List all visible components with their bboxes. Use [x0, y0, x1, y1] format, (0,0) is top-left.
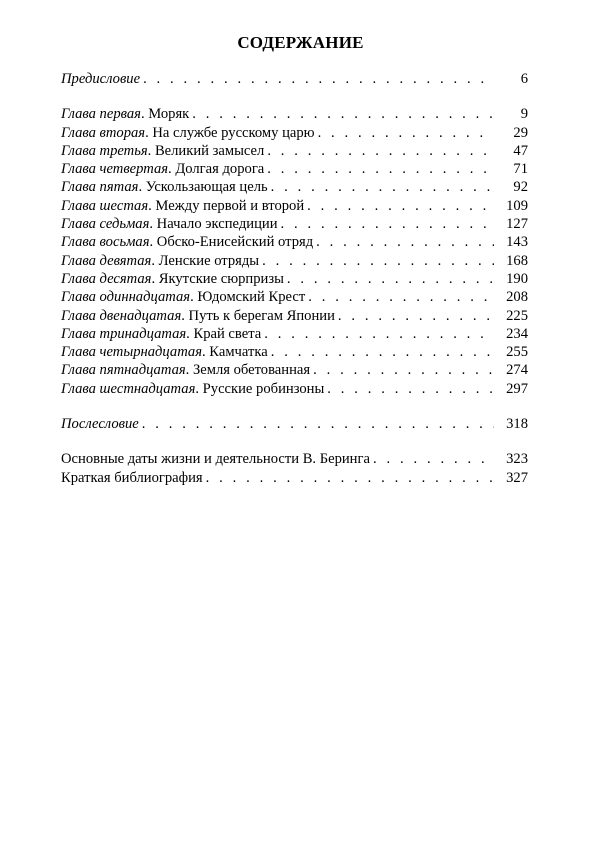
- toc-page-number: 6: [520, 71, 528, 87]
- toc-entry-title: . Путь к берегам Японии: [181, 307, 335, 324]
- toc-page-number: 109: [506, 197, 528, 214]
- dot-leader: [327, 380, 494, 398]
- dot-leader: [338, 307, 494, 325]
- dot-leader: [267, 142, 494, 160]
- page-title: СОДЕРЖАНИЕ: [237, 33, 364, 52]
- toc-entry-label: [61, 215, 278, 233]
- toc-entry-preface[interactable]: [61, 70, 528, 88]
- toc-entry-prefix: Глава шестнадцатая: [61, 380, 196, 397]
- toc-entry-prefix: Глава первая: [61, 106, 141, 123]
- toc-entry-prefix: Предисловие: [61, 71, 141, 87]
- toc-entry-chapter[interactable]: [61, 288, 528, 306]
- toc-entry-title: . Камчатка: [202, 344, 268, 361]
- toc-entry-title: Краткая библиография: [61, 469, 203, 486]
- toc-entry-prefix: Глава пятнадцатая: [61, 362, 186, 379]
- toc-entry-title: . Русские робинзоны: [195, 380, 325, 397]
- toc-page-number: 255: [506, 344, 528, 361]
- toc-entry-label: [61, 380, 324, 398]
- toc-entry-title: . Моряк: [140, 106, 190, 123]
- toc-entry-appendix[interactable]: [61, 450, 528, 468]
- toc-entry-chapter[interactable]: [61, 325, 528, 343]
- toc-entry-chapter[interactable]: [61, 142, 528, 160]
- toc-entry-title: . Начало экспедиции: [149, 216, 278, 233]
- toc-entry-prefix: Глава одиннадцатая: [61, 289, 191, 306]
- toc-entry-label: [61, 252, 259, 270]
- toc-entry-prefix: Глава шестая: [61, 197, 149, 214]
- toc-entry-chapter[interactable]: [61, 270, 528, 288]
- toc-entry-title: . Обско-Енисейский отряд: [149, 234, 314, 251]
- toc-page-number: 234: [506, 325, 528, 342]
- toc-page-number: 297: [506, 380, 528, 397]
- toc-entry-title: . Край света: [186, 325, 262, 342]
- toc-entry-title: Основные даты жизни и деятельности В. Беринга: [61, 451, 370, 468]
- toc-entry-chapter[interactable]: [61, 178, 528, 196]
- toc-entry-prefix: Глава пятая: [61, 179, 139, 196]
- toc-entry-title: . Между первой и второй: [148, 197, 305, 214]
- toc-entry-title: . Юдомский Крест: [190, 289, 306, 306]
- toc-entry-title: . Ленские отряды: [151, 252, 260, 269]
- dot-leader: [271, 178, 494, 196]
- toc-page-number: 274: [506, 362, 528, 379]
- toc-entry-prefix: Глава двенадцатая: [61, 307, 182, 324]
- dot-leader: [143, 70, 494, 88]
- toc-entry-label: [61, 124, 315, 142]
- dot-leader: [287, 270, 494, 288]
- toc-page-number: 327: [506, 469, 528, 486]
- toc-entry-title: . Долгая дорога: [168, 161, 265, 178]
- section-gap: [61, 433, 528, 450]
- dot-leader: [308, 288, 494, 306]
- toc-entry-prefix: Глава седьмая: [61, 216, 150, 233]
- toc-entry-afterword[interactable]: [61, 415, 528, 433]
- toc-entry-prefix: Глава десятая: [61, 270, 152, 287]
- toc-entry-chapter[interactable]: [61, 361, 528, 379]
- toc-page-number: 225: [506, 307, 528, 324]
- toc-entry-prefix: Глава вторая: [61, 124, 146, 141]
- toc-entry-chapter[interactable]: [61, 124, 528, 142]
- toc-entry-title: . Великий замысел: [147, 142, 265, 159]
- toc-page-number: 143: [506, 234, 528, 251]
- appendix-list: [61, 450, 528, 487]
- toc-entry-chapter[interactable]: [61, 215, 528, 233]
- toc-entry-prefix: Глава девятая: [61, 252, 152, 269]
- toc-entry-label: [61, 105, 189, 123]
- dot-leader: [318, 124, 494, 142]
- toc-page-number: 208: [506, 289, 528, 306]
- toc-page-number: 9: [520, 106, 528, 123]
- toc-entry-label: [61, 70, 140, 88]
- chapter-list: [61, 105, 528, 398]
- dot-leader: [313, 361, 494, 379]
- toc-entry-chapter[interactable]: [61, 307, 528, 325]
- toc-entry-label: [61, 178, 268, 196]
- toc-entry-chapter[interactable]: [61, 197, 528, 215]
- dot-leader: [264, 325, 494, 343]
- table-of-contents: [61, 70, 528, 487]
- toc-entry-prefix: Глава тринадцатая: [61, 325, 187, 342]
- toc-entry-title: . Ускользающая цель: [138, 179, 268, 196]
- toc-entry-label: [61, 142, 264, 160]
- dot-leader: [373, 450, 494, 468]
- dot-leader: [281, 215, 494, 233]
- toc-entry-label: [61, 270, 284, 288]
- toc-page-number: 318: [506, 416, 528, 433]
- dot-leader: [271, 343, 494, 361]
- toc-entry-chapter[interactable]: [61, 105, 528, 123]
- toc-entry-prefix: Глава восьмая: [61, 234, 150, 251]
- dot-leader: [316, 233, 494, 251]
- toc-page-number: 168: [506, 252, 528, 269]
- toc-entry-chapter[interactable]: [61, 160, 528, 178]
- toc-entry-label: [61, 197, 304, 215]
- toc-page-number: 47: [513, 142, 528, 159]
- toc-entry-label: [61, 288, 305, 306]
- toc-entry-prefix: Послесловие: [61, 416, 139, 433]
- toc-entry-prefix: Глава четвертая: [61, 161, 169, 178]
- toc-entry-chapter[interactable]: [61, 343, 528, 361]
- dot-leader: [307, 197, 494, 215]
- toc-entry-chapter[interactable]: [61, 233, 528, 251]
- toc-page-number: 29: [513, 124, 528, 141]
- toc-entry-label: [61, 233, 313, 251]
- toc-entry-appendix[interactable]: [61, 469, 528, 487]
- toc-entry-label: [61, 307, 335, 325]
- toc-entry-label: [61, 160, 264, 178]
- toc-page-number: 323: [506, 451, 528, 468]
- toc-page-number: 127: [506, 216, 528, 233]
- toc-entry-title: . Якутские сюрпризы: [151, 270, 284, 287]
- dot-leader: [142, 415, 494, 433]
- toc-entry-chapter[interactable]: [61, 380, 528, 398]
- toc-page-number: 190: [506, 270, 528, 287]
- dot-leader: [192, 105, 494, 123]
- toc-entry-label: [61, 325, 261, 343]
- toc-page-number: 71: [513, 161, 528, 178]
- section-gap: [61, 398, 528, 415]
- toc-entry-prefix: Глава третья: [61, 142, 148, 159]
- toc-entry-title: . Земля обетованная: [185, 362, 311, 379]
- toc-entry-title: . На службе русскому царю: [145, 124, 315, 141]
- toc-entry-chapter[interactable]: [61, 252, 528, 270]
- toc-entry-label: [61, 415, 139, 433]
- dot-leader: [267, 160, 494, 178]
- toc-entry-label: [61, 343, 268, 361]
- dot-leader: [206, 469, 494, 487]
- section-gap: [61, 88, 528, 105]
- dot-leader: [262, 252, 494, 270]
- toc-entry-label: [61, 361, 310, 379]
- toc-entry-prefix: Глава четырнадцатая: [61, 344, 202, 361]
- toc-page-number: 92: [513, 179, 528, 196]
